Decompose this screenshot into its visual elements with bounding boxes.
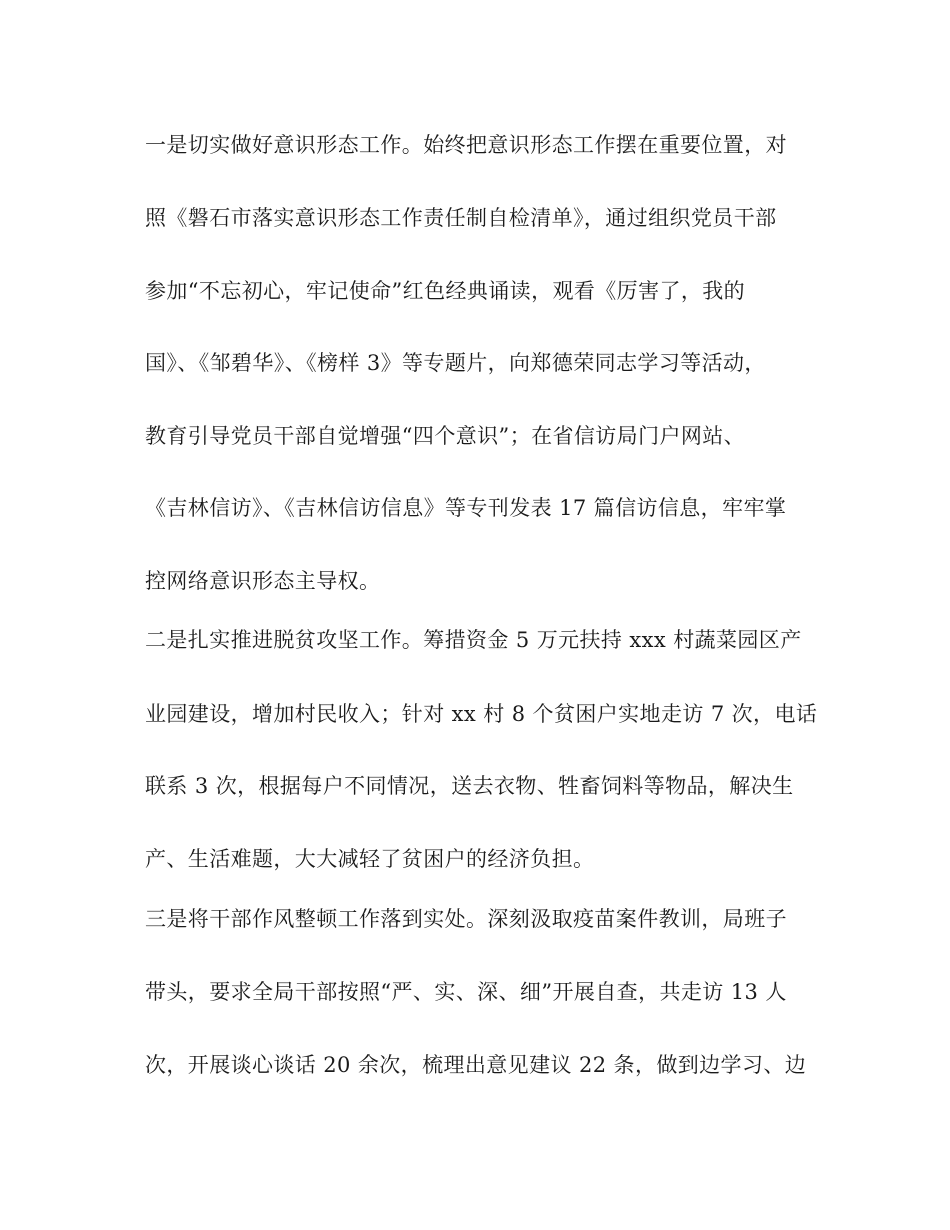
text-line: 控网络意识形态主导权。 xyxy=(145,569,381,593)
text-line: 三是将干部作风整顿工作落到实处。深刻汲取疫苗案件教训，局班子 xyxy=(145,907,787,931)
text-line: 联系 3 次，根据每户不同情况，送去衣物、牲畜饲料等物品，解决生 xyxy=(145,774,794,798)
text-line: 《吉林信访》、《吉林信访信息》等专刊发表 17 篇信访信息，牢牢掌 xyxy=(145,496,787,520)
text-line: 产、生活难题，大大减轻了贫困户的经济负担。 xyxy=(145,847,595,871)
text-line: 业园建设，增加村民收入；针对 xx 村 8 个贫困户实地走访 7 次，电话 xyxy=(145,702,818,726)
text-line: 教育引导党员干部自觉增强“四个意识”；在省信访局门户网站、 xyxy=(145,424,746,448)
text-line: 一是切实做好意识形态工作。始终把意识形态工作摆在重要位置，对 xyxy=(145,133,787,157)
text-line: 带头，要求全局干部按照“严、实、深、细”开展自查，共走访 13 人 xyxy=(145,980,787,1004)
text-line: 国》、《邹碧华》、《榜样 3》等专题片，向郑德荣同志学习等活动， xyxy=(145,351,766,375)
text-line: 照《磐石市落实意识形态工作责任制自检清单》，通过组织党员干部 xyxy=(145,206,777,230)
text-line: 次，开展谈心谈话 20 余次，梳理出意见建议 22 条，做到边学习、边 xyxy=(145,1053,807,1077)
text-line: 二是扎实推进脱贫攻坚工作。筹措资金 5 万元扶持 xxx 村蔬菜园区产 xyxy=(145,628,802,652)
text-line: 参加“不忘初心，牢记使命”红色经典诵读，观看《厉害了，我的 xyxy=(145,279,746,303)
